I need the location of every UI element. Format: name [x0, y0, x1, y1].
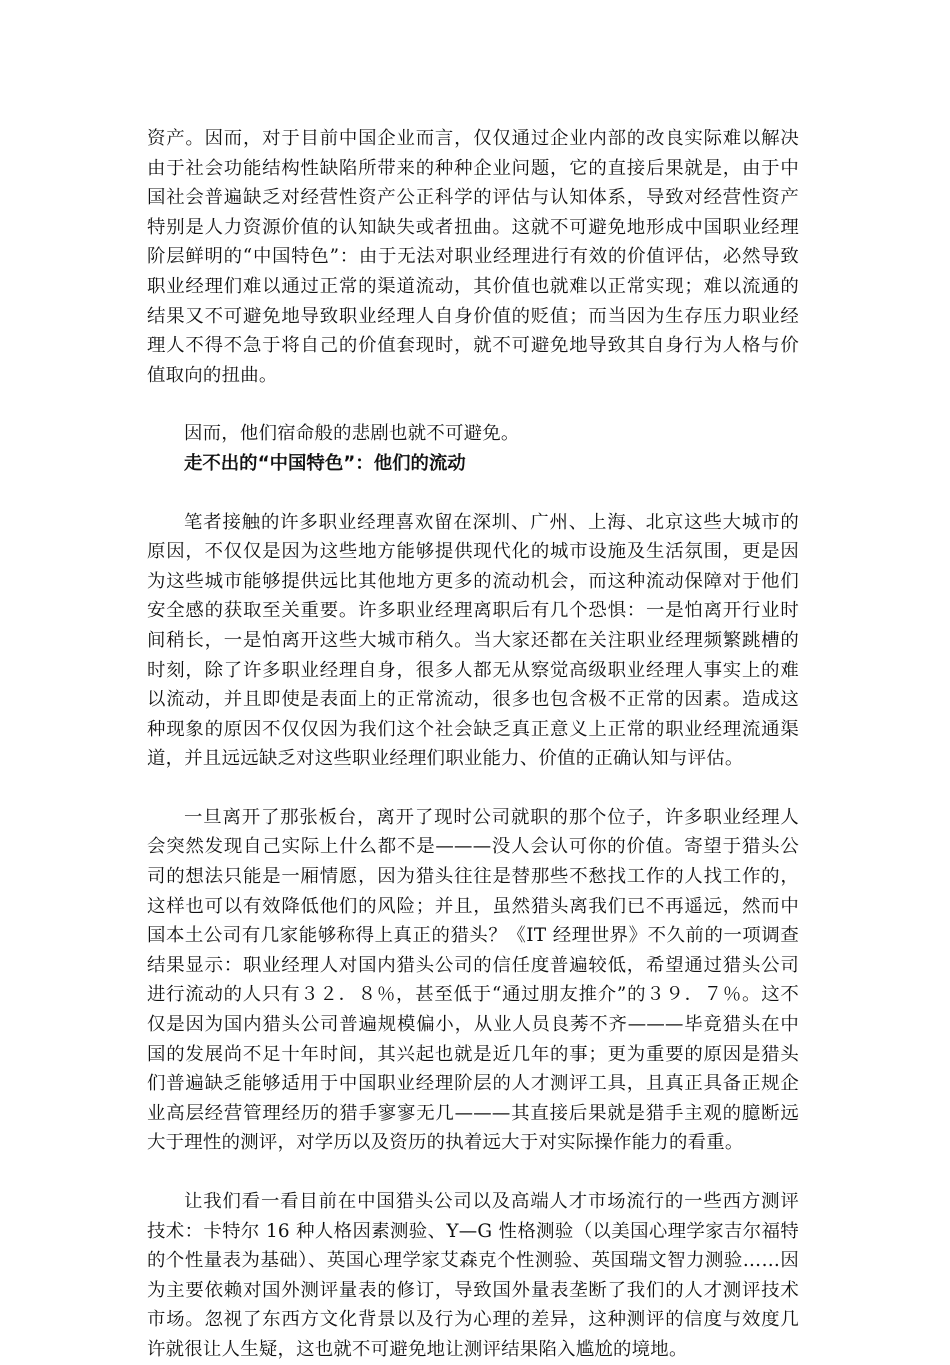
document-page	[147, 124, 799, 1365]
paragraph-conclusion: 因而，他们宿命般的悲剧也就不可避免。	[184, 423, 520, 445]
paragraph-continuation: 资产。因而，对于目前中国企业而言，仅仅通过企业内部的改良实际难以解决由于社会功能结构性缺陷所带来的种种企业问题，它的直接后果就是，由于中国社会普遍缺乏对经营性资产公正科学的评估与认知体系，导致对经营性资产特别是人力资源价值的认知缺失或者扭曲。这就不可避免地形成中国职业经理阶层鲜明的“中国特色”：由于无法对职业经理进行有效的价值评估，必然导致职业经理们难以通过正常的渠道流动，其价值也就难以正常实现；难以流通的结果又不可避免地导致职业经理人自身价值的贬值；而当因为生存压力职业经理人不得不急于将自己的价值套现时，就不可避免地导致其自身行为人格与价值取向的扭曲。	[147, 128, 799, 386]
paragraph-big-cities: 笔者接触的许多职业经理喜欢留在深圳、广州、上海、北京这些大城市的原因，不仅仅是因为这些地方能够提供现代化的城市设施及生活氛围，更是因为这些城市能够提供远比其他地方更多的流动机会，而这种流动保障对于他们安全感的获取至关重要。许多职业经理离职后有几个恐惧：一是怕离开行业时间稍长，一是怕离开这些大城市稍久。当大家还都在关注职业经理频繁跳槽的时刻，除了许多职业经理自身，很多人都无从察觉高级职业经理人事实上的难以流动，并且即使是表面上的正常流动，很多也包含极不正常的因素。造成这种现象的原因不仅仅因为我们这个社会缺乏真正意义上正常的职业经理流通渠道，并且远远缺乏对这些职业经理们职业能力、价值的正确认知与评估。	[147, 511, 799, 770]
paragraph-headhunters: 一旦离开了那张板台，离开了现时公司就职的那个位子，许多职业经理人会突然发现自己实际上什么都不是———没人会认可你的价值。寄望于猎头公司的想法只能是一厢情愿，因为猎头往往是替那些不愁找工作的人找工作的，这样也可以有效降低他们的风险；并且，虽然猎头离我们已不再遥远，然而中国本土公司有几家能够称得上真正的猎头？《IT 经理世界》不久前的一项调查结果显示：职业经理人对国内猎头公司的信任度普遍较低，希望通过猎头公司进行流动的人只有３２．８％，甚至低于“通过朋友推介”的３９．７％。这不仅是因为国内猎头公司普遍规模偏小，从业人员良莠不齐———毕竟猎头在中国的发展尚不足十年时间，其兴起也就是近几年的事；更为重要的原因是猎头们普遍缺乏能够适用于中国职业经理阶层的人才测评工具，且真正具备正规企业高层经营管理经历的猎手寥寥无几———其直接后果就是猎手主观的臆断远大于理性的测评，对学历以及资历的执着远大于对实际操作能力的看重。	[147, 806, 799, 1154]
paragraph-assessment-tests: 让我们看一看目前在中国猎头公司以及高端人才市场流行的一些西方测评技术：卡特尔 16 种人格因素测验、Y—G 性格测验（以美国心理学家吉尔福特的个性量表为基础）、英国心理学家艾森克个性测验、英国瑞文智力测验……因为主要依赖对国外测评量表的修订，导致国外量表垄断了我们的人才测评技术市场。忽视了东西方文化背景以及行为心理的差异，这种测评的信度与效度几许就很让人生疑，这也就不可避免地让测评结果陷入尴尬的境地。	[147, 1191, 799, 1360]
section-heading: 走不出的“中国特色”：他们的流动	[184, 452, 466, 474]
